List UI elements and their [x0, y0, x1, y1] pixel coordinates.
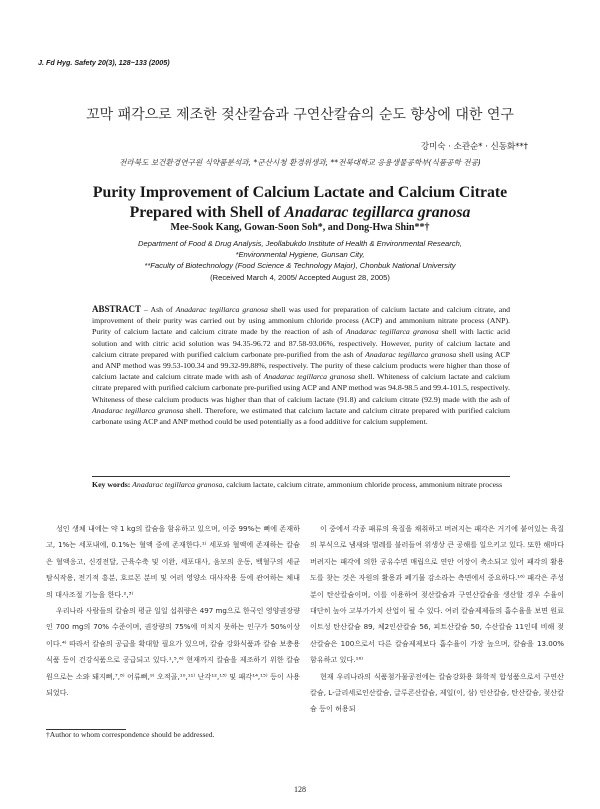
body-paragraph: 이 중에서 각종 패류의 육질을 채취하고 버려지는 패각은 거기에 붙어있는 육질의 부식으로 냄새와 벌레를 불러들여 위생상 큰 공해를 일으키고 있다. 또한 해마다 버려지는 패각에 의한 공유수면 매립으로 연안 어장이 축소되고 있어 패각의 활용도를 찾는 것은 자원의 활용과 폐기물 감소라는 측면에서 중요하다.¹⁶⁾ 패각은 주성분이 탄산칼슘이며, 이를 이용하여 젖산칼슘과 구연산칼슘을 생산할 경우 수율이 대단히 높아 고부가가치 산업이 될 수 있다. 여러 칼슘제제들의 흡수율을 보면 원료이트성 탄산칼슘 89, 체2인산칼슘 56, 피트산칼슘 50, 수산칼슘 11인데 비해 젖산칼슘은 100으로서 다른 칼슘제제보다 흡수율이 가장 높으며, 칼슘을 13.00% 함유하고 있다.¹⁶⁾ [310, 524, 564, 665]
affiliation-3: **Faculty of Biotechnology (Food Science & Technology Major), Chonbuk National University [144, 261, 456, 271]
journal-citation: J. Fd Hyg. Safety 20(3), 128~133 (2005) [38, 58, 170, 67]
title-line-2 [0, 203, 600, 223]
keywords-species: Anadarac tegillarca granosa [130, 480, 223, 489]
abstract-text-1: – Ash of [141, 305, 176, 314]
korean-authors: 강미숙 · 소관순* · 신동화**† [420, 142, 528, 152]
affiliation-1: Department of Food & Drug Analysis, Jeollabukdo Institute of Health & Environmental Research, [138, 239, 462, 248]
abstract-species-4: Anadarac tegillarca granosa [263, 372, 356, 382]
keywords-divider [92, 476, 510, 477]
keywords [92, 479, 510, 490]
korean-affiliation: 전라북도 보건환경연구원 식약품분석과, *군산시청 환경위생과, **전북대학교 응용생물공학부(식품공학 전공) [119, 158, 481, 167]
body-left-column [46, 521, 300, 701]
abstract-text-5: shell. Whiteness of calcium lactate and calcium citrate prepared with purified calcium carbonate pre-purified using ACP and ANP method was 94.8-98.5 and 99.4-101.5, respectively. Whiteness of these calcium products was higher than that of calcium lactate (91.8) and calcium citrate (92.9) made with the ash of [92, 372, 510, 404]
body-right-column [310, 521, 564, 718]
body-paragraph: 현재 우리나라의 식품첨가물공전에는 칼슘강화용 화학적 합성품으로서 구연산칼슘, L-글리세로인산칼슘, 글루콘산칼슘, 제일(이, 삼) 인산칼슘, 탄산칼슘, 젖산칼슘 등이 허용되 [310, 671, 564, 714]
abstract [92, 304, 510, 427]
body-paragraph: 우리나라 사람들의 칼슘의 평균 일일 섭취량은 497 mg으로 한국인 영양권장량인 700 mg의 70% 수준이며, 권장량의 75%에 미치지 못하는 인구가 50%이상이다.⁴⁾ 따라서 칼슘의 공급을 확대할 필요가 있으며, 칼슘 강화식품과 칼슘 보충용식품 등이 건강식품으로 공급되고 있다.¹,⁵,⁶⁾ 현재까지 칼슘을 제조하기 위한 칼슘원으로는 소와 돼지뼈,⁷,⁸⁾ 어류뼈,⁹⁾ 오적골,¹⁰,¹¹⁾ 난각¹²,¹³⁾ 및 패각¹⁴,¹⁵⁾ 등이 사용되었다. [46, 606, 300, 698]
abstract-species-5: Anadarac tegillarca granosa [92, 405, 184, 415]
english-affiliations [0, 238, 600, 283]
english-title [0, 183, 600, 223]
abstract-text-2: shell was used for preparation of calcium lactate and calcium citrate, and improvement of their purity was carried out by using ammonium chloride process (ACP) and ammonium nitrate process (ANP). Purity of calcium lactate and calcium citrate made by the reaction of ash of [92, 305, 510, 337]
abstract-text-6: shell. Therefore, we estimated that calcium lactate and calcium citrate prepared with purified calcium carbonate using ACP and ANP method could be used potentially as a food additive for calcium supplement. [92, 405, 510, 427]
footnote: †Author to whom correspondence should be addressed. [46, 730, 215, 739]
abstract-species-1: Anadarac tegillarca granosa [175, 305, 268, 314]
abstract-heading: ABSTRACT [92, 304, 142, 314]
abstract-text-4: shell using ACP and ANP method was 99.53-100.34 and 99.32-99.88%, respectively. The purity of these calcium products were higher than those of calcium lactate and calcium citrate made with ash of [92, 349, 510, 382]
title-species: Anadarac tegillarca granosa [284, 204, 471, 221]
abstract-species-2: Anadarac tegillarca granosa [345, 327, 439, 337]
title-line-1: Purity Improvement of Calcium Lactate and Calcium Citrate [92, 184, 508, 201]
affiliation-2: *Environmental Hygiene, Gunsan City, [235, 250, 365, 260]
body-paragraph: 성인 생체 내에는 약 1 kg의 칼슘을 함유하고 있으며, 이중 99%는 뼈에 존재하고, 1%는 세포내에, 0.1%는 혈액 중에 존재한다.¹⁾ 세포와 혈액에 존재하는 칼슘은 혈액응고, 신경전달, 근육수축 및 이완, 세포대사, 음모의 운동, 백혈구의 세균 탐식작용, 전기적 흥분, 호르몬 분비 및 여러 영양소 대사작용 등에 관여하는 체내의 대사조절 기능을 한다.²,³⁾ [46, 524, 300, 599]
keywords-heading: Key words: [92, 480, 131, 489]
title-line-2-prefix: Prepared with Shell of [129, 204, 285, 221]
received-dates: (Received March 4, 2005/ Accepted August 28, 2005) [210, 272, 390, 282]
english-authors: Mee-Sook Kang, Gowan-Soon Soh*, and Dong-Hwa Shin**† [170, 222, 430, 233]
page-number: 128 [294, 785, 306, 794]
korean-title: 꼬막 패각으로 제조한 젖산칼슘과 구연산칼슘의 순도 향상에 대한 연구 [86, 107, 514, 123]
abstract-text-3: shell with lactic acid solution and with citric acid solution was 94.35-96.72 and 87.58-93.06%, respectively. However, purity of calcium lactate and calcium citrate prepared with purified calcium carbonate pre-purified from the ash of [92, 327, 510, 359]
abstract-species-3: Anadarac tegillarca granosa [365, 349, 457, 359]
keywords-list: , calcium lactate, calcium citrate, ammonium chloride process, ammonium nitrate process [222, 480, 503, 489]
